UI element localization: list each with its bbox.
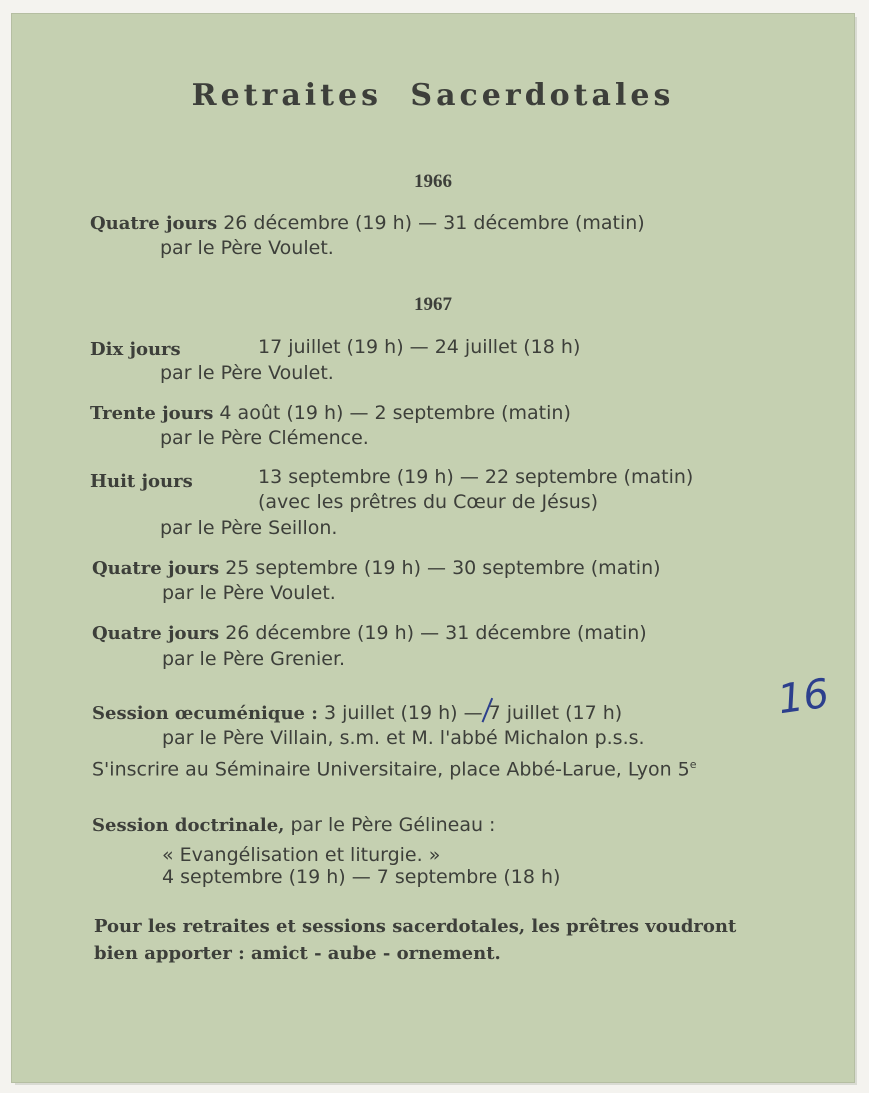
entry-by: par le Père Grenier.	[162, 648, 346, 670]
document-card	[12, 14, 854, 1082]
entry-1-dates-line	[90, 212, 645, 234]
entry-dates: 4 août (19 h) — 2 septembre (matin)	[219, 402, 571, 424]
entry-label: Huit jours	[90, 471, 193, 492]
year-heading-1966: 1966	[414, 171, 452, 192]
session-label: Session œcuménique :	[92, 703, 318, 724]
year-heading-1967: 1967	[414, 294, 452, 315]
entry-by: par le Père Voulet.	[162, 582, 336, 604]
entry-dates: 26 décembre (19 h) — 31 décembre (matin)	[225, 622, 647, 644]
page-title: Retraites Sacerdotales	[191, 78, 675, 113]
entry-label: Dix jours	[90, 339, 181, 360]
struck-day: 7	[488, 702, 501, 724]
session-oecumenique-line: Session œcuménique : 3 juillet (19 h) — 7 juillet (17 h)	[92, 702, 622, 724]
session-doctrinale-line: Session doctrinale, par le Père Gélineau :	[92, 814, 496, 836]
registration-line: S'inscrire au Séminaire Universitaire, place Abbé-Larue, Lyon 5e	[92, 758, 697, 781]
footer-line-2: bien apporter : amict - aube - ornement.	[94, 943, 501, 964]
footer-line-1: Pour les retraites et sessions sacerdotales, les prêtres voudront	[94, 916, 737, 937]
entry-6-dates-line	[92, 622, 647, 644]
entry-note: (avec les prêtres du Cœur de Jésus)	[258, 491, 599, 513]
entry-3-dates-line	[90, 402, 571, 424]
entry-label: Trente jours	[90, 403, 214, 424]
entry-1-by: par le Père Voulet.	[160, 237, 334, 259]
session-label: Session doctrinale,	[92, 815, 285, 836]
session-oecumenique-by: par le Père Villain, s.m. et M. l'abbé Michalon p.s.s.	[162, 727, 645, 749]
session-doctrinale-topic: « Evangélisation et liturgie. »	[162, 844, 441, 866]
handwritten-correction: 16	[775, 670, 832, 724]
entry-5-dates-line	[92, 557, 661, 579]
session-doctrinale-dates: 4 septembre (19 h) — 7 septembre (18 h)	[162, 866, 561, 888]
entry-dates: 17 juillet (19 h) — 24 juillet (18 h)	[258, 336, 581, 358]
entry-by: par le Père Clémence.	[160, 427, 369, 449]
entry-label: Quatre jours	[90, 213, 218, 234]
entry-by: par le Père Seillon.	[160, 517, 338, 539]
entry-label: Quatre jours	[92, 623, 220, 644]
entry-label: Quatre jours	[92, 558, 220, 579]
entry-dates: 13 septembre (19 h) — 22 septembre (matin)	[258, 466, 694, 488]
entry-dates: 25 septembre (19 h) — 30 septembre (matin)	[225, 557, 661, 579]
entry-dates: 26 décembre (19 h) — 31 décembre (matin)	[223, 212, 645, 234]
entry-by: par le Père Voulet.	[160, 362, 334, 384]
